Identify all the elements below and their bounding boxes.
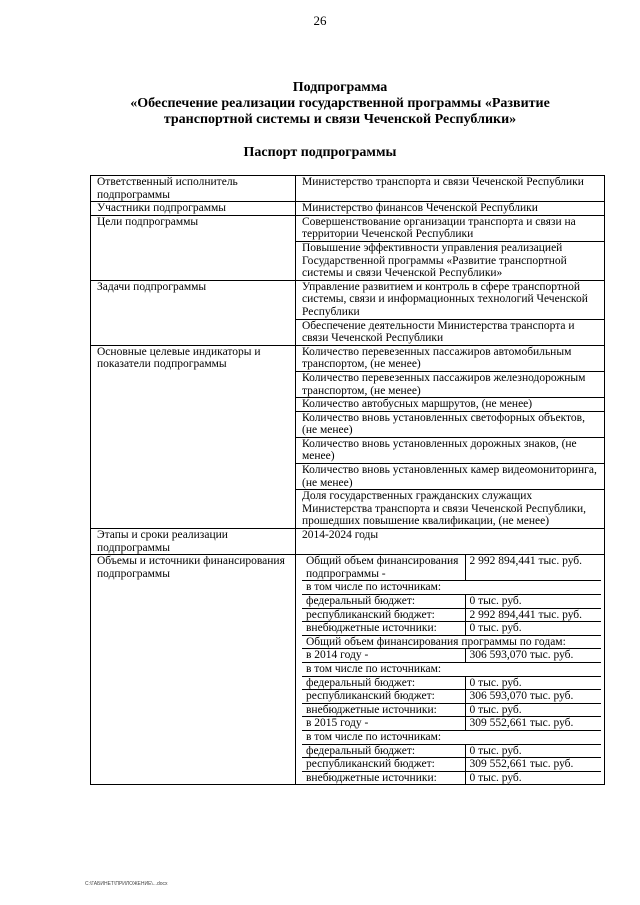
file-path-footer: С:\ГАБИНЕТ\ПРИЛОЖЕНИЕ\...docx bbox=[85, 881, 168, 887]
fin-2014-label: в 2014 году - bbox=[302, 649, 465, 663]
tasks-label: Задачи подпрограммы bbox=[91, 280, 296, 345]
goals-label: Цели подпрограммы bbox=[91, 215, 296, 280]
goal-item: Совершенствование организации транспорта и связи на территории Чеченской Республики bbox=[296, 215, 605, 241]
fin-2015-value: 309 552,661 тыс. руб. bbox=[465, 717, 601, 731]
fin-2014-federal-label: федеральный бюджет: bbox=[302, 676, 465, 690]
indicator-item: Количество перевезенных пассажиров автомобильным транспортом, (не менее) bbox=[296, 345, 605, 371]
fin-by-years: Общий объем финансирования программы по годам: bbox=[302, 635, 601, 649]
responsible-value: Министерство транспорта и связи Чеченской Республики bbox=[296, 176, 605, 202]
fin-total-value: 2 992 894,441 тыс. руб. bbox=[465, 555, 601, 581]
row-stages bbox=[91, 529, 605, 555]
fin-2014-sources: в том числе по источникам: bbox=[302, 662, 601, 676]
row-goals-1 bbox=[91, 215, 605, 241]
participants-label: Участники подпрограммы bbox=[91, 202, 296, 216]
page-number: 26 bbox=[313, 13, 327, 28]
subprogram-title bbox=[60, 80, 620, 128]
fin-2014-value: 306 593,070 тыс. руб. bbox=[465, 649, 601, 663]
task-item: Обеспечение деятельности Министерства транспорта и связи Чеченской Республики bbox=[296, 319, 605, 345]
goal-item: Повышение эффективности управления реализацией Государственной программы «Развитие транспортной системы и связи Чеченской Республики» bbox=[296, 241, 605, 280]
indicator-item: Количество вновь установленных светофорных объектов, (не менее) bbox=[296, 411, 605, 437]
fin-by-sources: в том числе по источникам: bbox=[302, 581, 601, 595]
fin-extra-value: 0 тыс. руб. bbox=[465, 622, 601, 636]
financing-table bbox=[302, 555, 601, 784]
passport-title: Паспорт подпрограммы bbox=[243, 145, 397, 160]
fin-extra-label: внебюджетные источники: bbox=[302, 622, 465, 636]
fin-2015-sources: в том числе по источникам: bbox=[302, 730, 601, 744]
financing-cell bbox=[296, 555, 605, 785]
indicator-item: Количество перевезенных пассажиров железнодорожным транспортом, (не менее) bbox=[296, 371, 605, 397]
fin-2014-extra-label: внебюджетные источники: bbox=[302, 703, 465, 717]
participants-value: Министерство финансов Чеченской Республики bbox=[296, 202, 605, 216]
title-line-1: Подпрограмма bbox=[292, 80, 388, 95]
fin-2015-extra-label: внебюджетные источники: bbox=[302, 771, 465, 784]
fin-2014-republic-value: 306 593,070 тыс. руб. bbox=[465, 690, 601, 704]
indicator-item: Доля государственных гражданских служащих Министерства транспорта и связи Чеченской Республики, прошедших повышение квалификации, (не менее) bbox=[296, 490, 605, 529]
stages-label: Этапы и сроки реализации подпрограммы bbox=[91, 529, 296, 555]
fin-federal-value: 0 тыс. руб. bbox=[465, 595, 601, 609]
financing-label: Объемы и источники финансирования подпрограммы bbox=[91, 555, 296, 785]
fin-2015-republic-label: республиканский бюджет: bbox=[302, 758, 465, 772]
fin-2015-federal-label: федеральный бюджет: bbox=[302, 744, 465, 758]
fin-republic-label: республиканский бюджет: bbox=[302, 608, 465, 622]
responsible-label: Ответственный исполнитель подпрограммы bbox=[91, 176, 296, 202]
fin-2014-extra-value: 0 тыс. руб. bbox=[465, 703, 601, 717]
row-indicators-1 bbox=[91, 345, 605, 371]
row-participants bbox=[91, 202, 605, 216]
row-financing bbox=[91, 555, 605, 785]
indicator-item: Количество автобусных маршрутов, (не менее) bbox=[296, 398, 605, 412]
fin-federal-label: федеральный бюджет: bbox=[302, 595, 465, 609]
fin-total-label: Общий объем финансирования подпрограммы - bbox=[302, 555, 465, 581]
fin-2014-federal-value: 0 тыс. руб. bbox=[465, 676, 601, 690]
task-item: Управление развитием и контроль в сфере транспортной системы, связи и информационных технологий Чеченской Республики bbox=[296, 280, 605, 319]
indicator-item: Количество вновь установленных дорожных знаков, (не менее) bbox=[296, 437, 605, 463]
row-responsible bbox=[91, 176, 605, 202]
fin-2015-label: в 2015 году - bbox=[302, 717, 465, 731]
passport-table bbox=[90, 175, 605, 785]
fin-republic-value: 2 992 894,441 тыс. руб. bbox=[465, 608, 601, 622]
indicators-label: Основные целевые индикаторы и показатели подпрограммы bbox=[91, 345, 296, 528]
title-line-3: транспортной системы и связи Чеченской Республики» bbox=[163, 112, 517, 127]
fin-2015-extra-value: 0 тыс. руб. bbox=[465, 771, 601, 784]
indicator-item: Количество вновь установленных камер видеомониторинга, (не менее) bbox=[296, 464, 605, 490]
fin-2015-federal-value: 0 тыс. руб. bbox=[465, 744, 601, 758]
stages-value: 2014-2024 годы bbox=[296, 529, 605, 555]
fin-2014-republic-label: республиканский бюджет: bbox=[302, 690, 465, 704]
row-tasks-1 bbox=[91, 280, 605, 319]
fin-2015-republic-value: 309 552,661 тыс. руб. bbox=[465, 758, 601, 772]
title-line-2: «Обеспечение реализации государственной программы «Развитие bbox=[130, 96, 550, 111]
